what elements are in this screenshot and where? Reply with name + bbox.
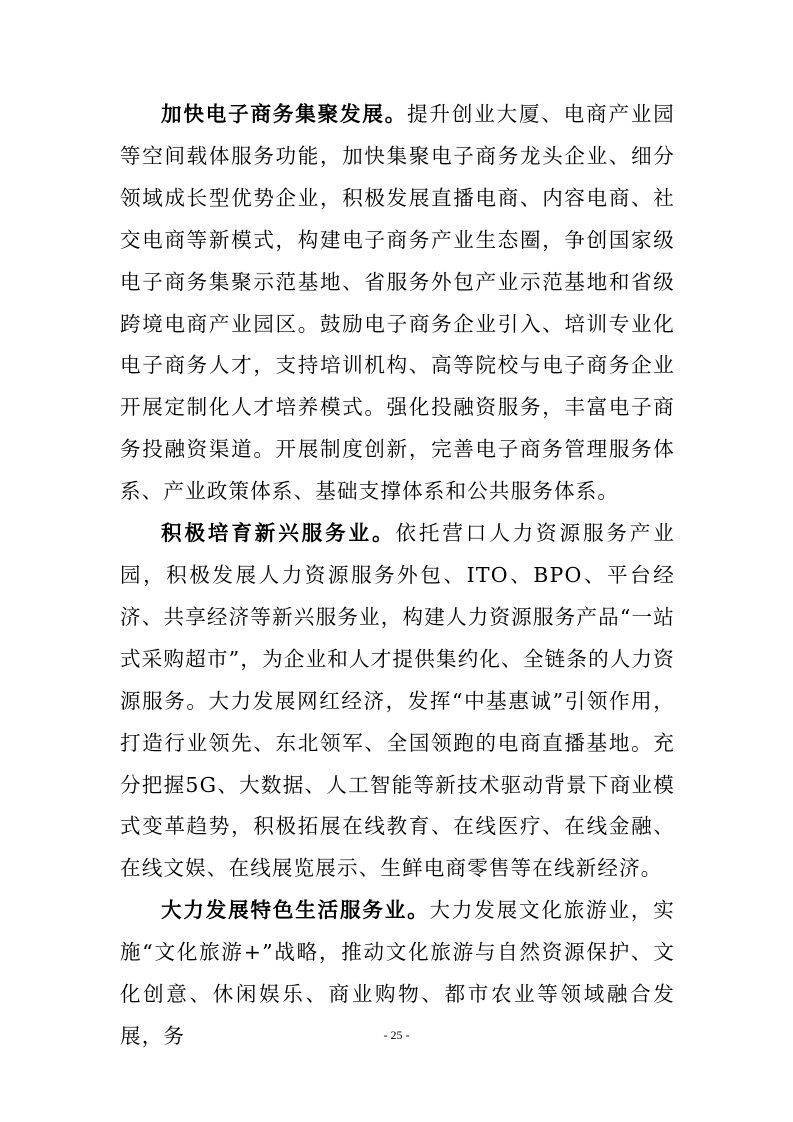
paragraph-body: 提升创业大厦、电商产业园等空间载体服务功能，加快集聚电子商务龙头企业、细分领域成长型优势企业，积极发展直播电商、内容电商、社交电商等新模式，构建电子商务产业生态圈，争创国家级电子商务集聚示范基地、省服务外包产业示范基地和省级跨境电商产业园区。鼓励电子商务企业引入、培训专业化电子商务人才，支持培训机构、高等院校与电子商务企业开展定制化人才培养模式。强化投融资服务，丰富电子商务投融资渠道。开展制度创新，完善电子商务管理服务体系、产业政策体系、基础支撑体系和公共服务体系。 bbox=[120, 102, 676, 504]
paragraph-heading: 积极培育新兴服务业。 bbox=[161, 521, 396, 546]
paragraph-emerging-services bbox=[120, 513, 675, 890]
paragraph-body: 大力发展文化旅游业，实施“文化旅游+”战略，推动文化旅游与自然资源保护、文化创意、休闲娱乐、商业购物、都市农业等领域融合发展，务 bbox=[120, 898, 675, 1048]
page-number: - 25 - bbox=[383, 1028, 410, 1042]
body-text bbox=[120, 94, 675, 1058]
paragraph-ecommerce bbox=[120, 94, 675, 513]
paragraph-body: 依托营口人力资源服务产业园，积极发展人力资源服务外包、ITO、BPO、平台经济、共享经济等新兴服务业，构建人力资源服务产品“一站式采购超市”，为企业和人才提供集约化、全链条的人力资源服务。大力发展网红经济，发挥“中基惠诚”引领作用，打造行业领先、东北领军、全国领跑的电商直播基地。充分把握5G、大数据、人工智能等新技术驱动背景下商业模式变革趋势，积极拓展在线教育、在线医疗、在线金融、在线文娱、在线展览展示、生鲜电商零售等在线新经济。 bbox=[120, 521, 676, 881]
paragraph-heading: 大力发展特色生活服务业。 bbox=[161, 898, 430, 923]
paragraph-heading: 加快电子商务集聚发展。 bbox=[161, 102, 408, 126]
